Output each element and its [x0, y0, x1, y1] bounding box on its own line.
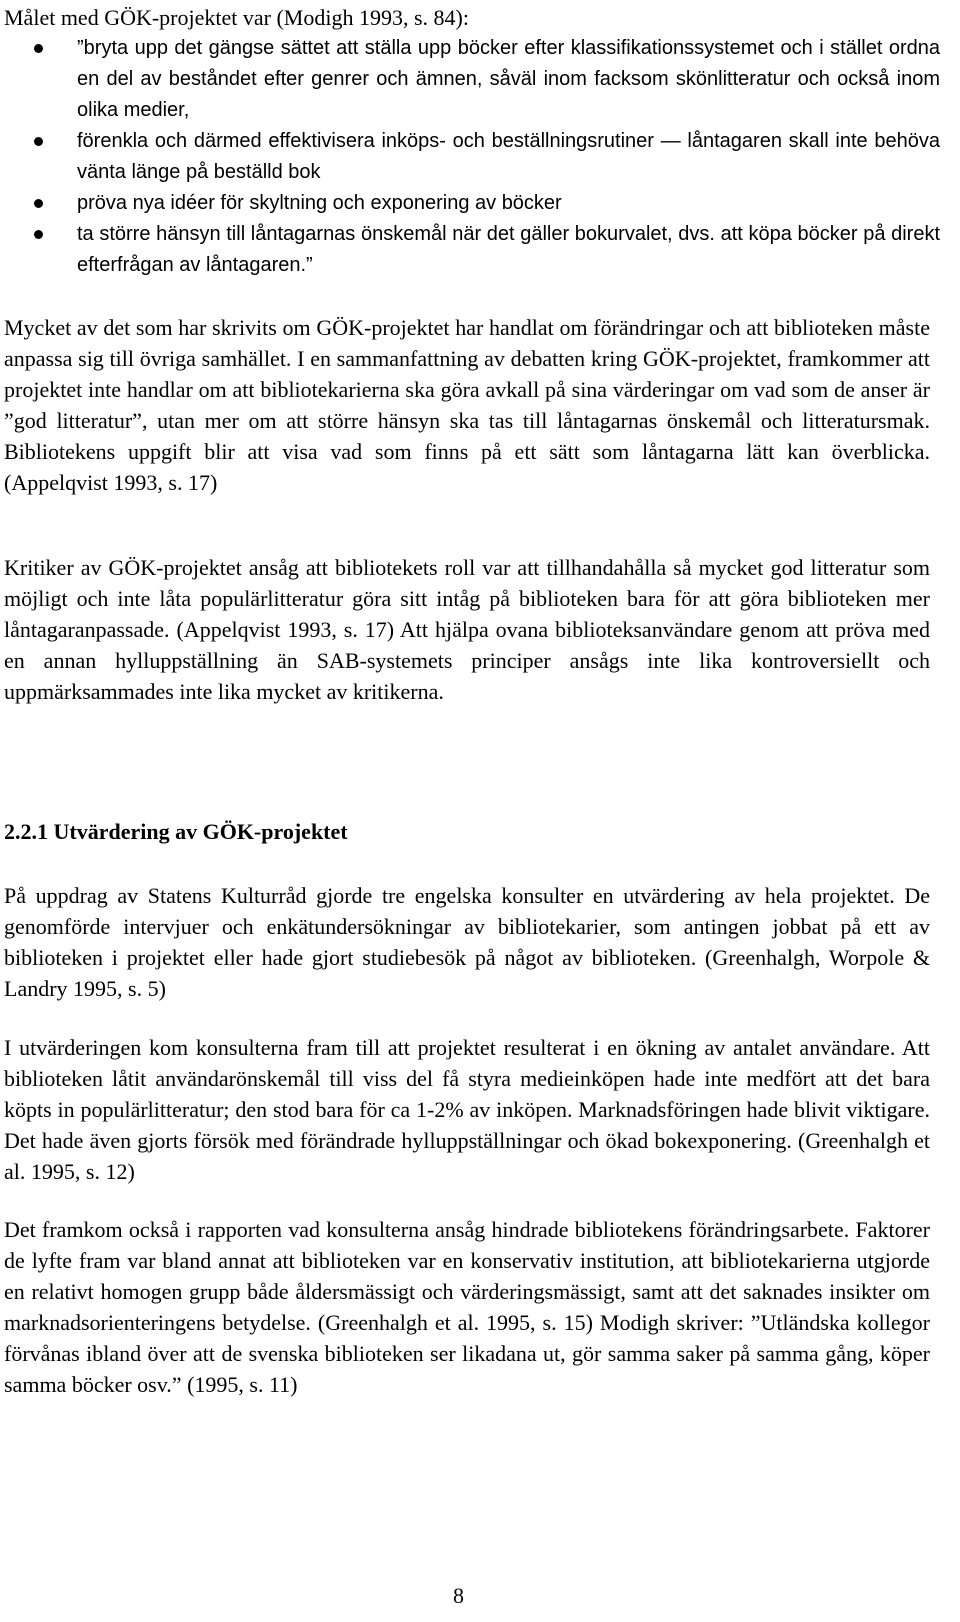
page-number: 8	[453, 1583, 464, 1608]
bullet-dot-icon	[34, 230, 43, 239]
bullet-text: förenkla och därmed effektivisera inköps- och beställningsrutiner — låntagaren skall inte behöva vänta länge på beställd bok	[77, 130, 940, 183]
bullet-item	[0, 188, 940, 219]
paragraph-critics: Kritiker av GÖK-projektet ansåg att bibliotekets roll var att tillhandahålla så mycket god litteratur som möjligt och inte låta populärlitteratur göra sitt intåg på biblioteken bara för att göra biblioteken mer låntagaranpassade. (Appelqvist 1993, s. 17) Att hjälpa ovana biblioteksanvändare genom att pröva med en annan hylluppställning än SAB-systemets principer ansågs inte lika kontroversiellt och uppmärksammades inte lika mycket av kritikerna.	[4, 555, 930, 704]
bullet-text: ”bryta upp det gängse sättet att ställa upp böcker efter klassifikationssystemet och i stället ordna en del av beståndet efter genrer och ämnen, såväl inom facksom skönlitteratur och också inom olika medier,	[77, 37, 940, 121]
bullet-item	[0, 219, 940, 281]
paragraph-obstacles: Det framkom också i rapporten vad konsulterna ansåg hindrade bibliotekens förändringsarbete. Faktorer de lyfte fram var bland annat att biblioteken var en konservativ institution, att bibliotekarierna utgjorde en relativt homogen grupp både åldersmässigt och värderingsmässigt, samt att det saknades insikter om marknadsorienteringens betydelse. (Greenhalgh et al. 1995, s. 15) Modigh skriver: ”Utländska kollegor förvånas ibland över att de svenska biblioteken ser likadana ut, gör samma saker på samma gång, köper samma böcker osv.” (1995, s. 11)	[4, 1217, 930, 1397]
bullet-dot-icon	[34, 137, 43, 146]
goal-bullet-list	[0, 33, 940, 281]
section-heading: 2.2.1 Utvärdering av GÖK-projektet	[4, 819, 348, 844]
bullet-item	[0, 126, 940, 188]
bullet-text: pröva nya idéer för skyltning och exponering av böcker	[77, 192, 562, 214]
intro-line: Målet med GÖK-projektet var (Modigh 1993, s. 84):	[4, 5, 469, 30]
bullet-dot-icon	[34, 199, 43, 208]
bullet-item	[0, 33, 940, 126]
paragraph-evaluation-intro: På uppdrag av Statens Kulturråd gjorde tre engelska konsulter en utvärdering av hela projektet. De genomförde intervjuer och enkätundersökningar av bibliotekarier, som antingen jobbat på ett av biblioteken i projektet eller hade gjort studiebesök på något av biblioteken. (Greenhalgh, Worpole & Landry 1995, s. 5)	[4, 883, 930, 1001]
paragraph-debate-summary: Mycket av det som har skrivits om GÖK-projektet har handlat om förändringar och att biblioteken måste anpassa sig till övriga samhället. I en sammanfattning av debatten kring GÖK-projektet, framkommer att projektet inte handlar om att bibliotekarierna ska göra avkall på sina värderingar om vad som de anser är ”god litteratur”, utan mer om att större hänsyn ska tas till låntagarnas önskemål och litteratursmak. Bibliotekens uppgift blir att visa vad som finns på ett sätt som låntagarna lätt kan överblicka. (Appelqvist 1993, s. 17)	[4, 315, 930, 495]
bullet-text: ta större hänsyn till låntagarnas önskemål när det gäller bokurvalet, dvs. att köpa böcker på direkt efterfrågan av låntagaren.”	[77, 223, 940, 276]
bullet-dot-icon	[34, 44, 43, 53]
paragraph-evaluation-results: I utvärderingen kom konsulterna fram till att projektet resulterat i en ökning av antalet användare. Att biblioteken låtit användarönskemål till viss del få styra medieinköpen hade inte medfört att det bara köpts in populärlitteratur; den stod bara för ca 1-2% av inköpen. Marknadsföringen hade blivit viktigare. Det hade även gjorts försök med förändrade hylluppställningar och ökad bokexponering. (Greenhalgh et al. 1995, s. 12)	[4, 1035, 930, 1184]
